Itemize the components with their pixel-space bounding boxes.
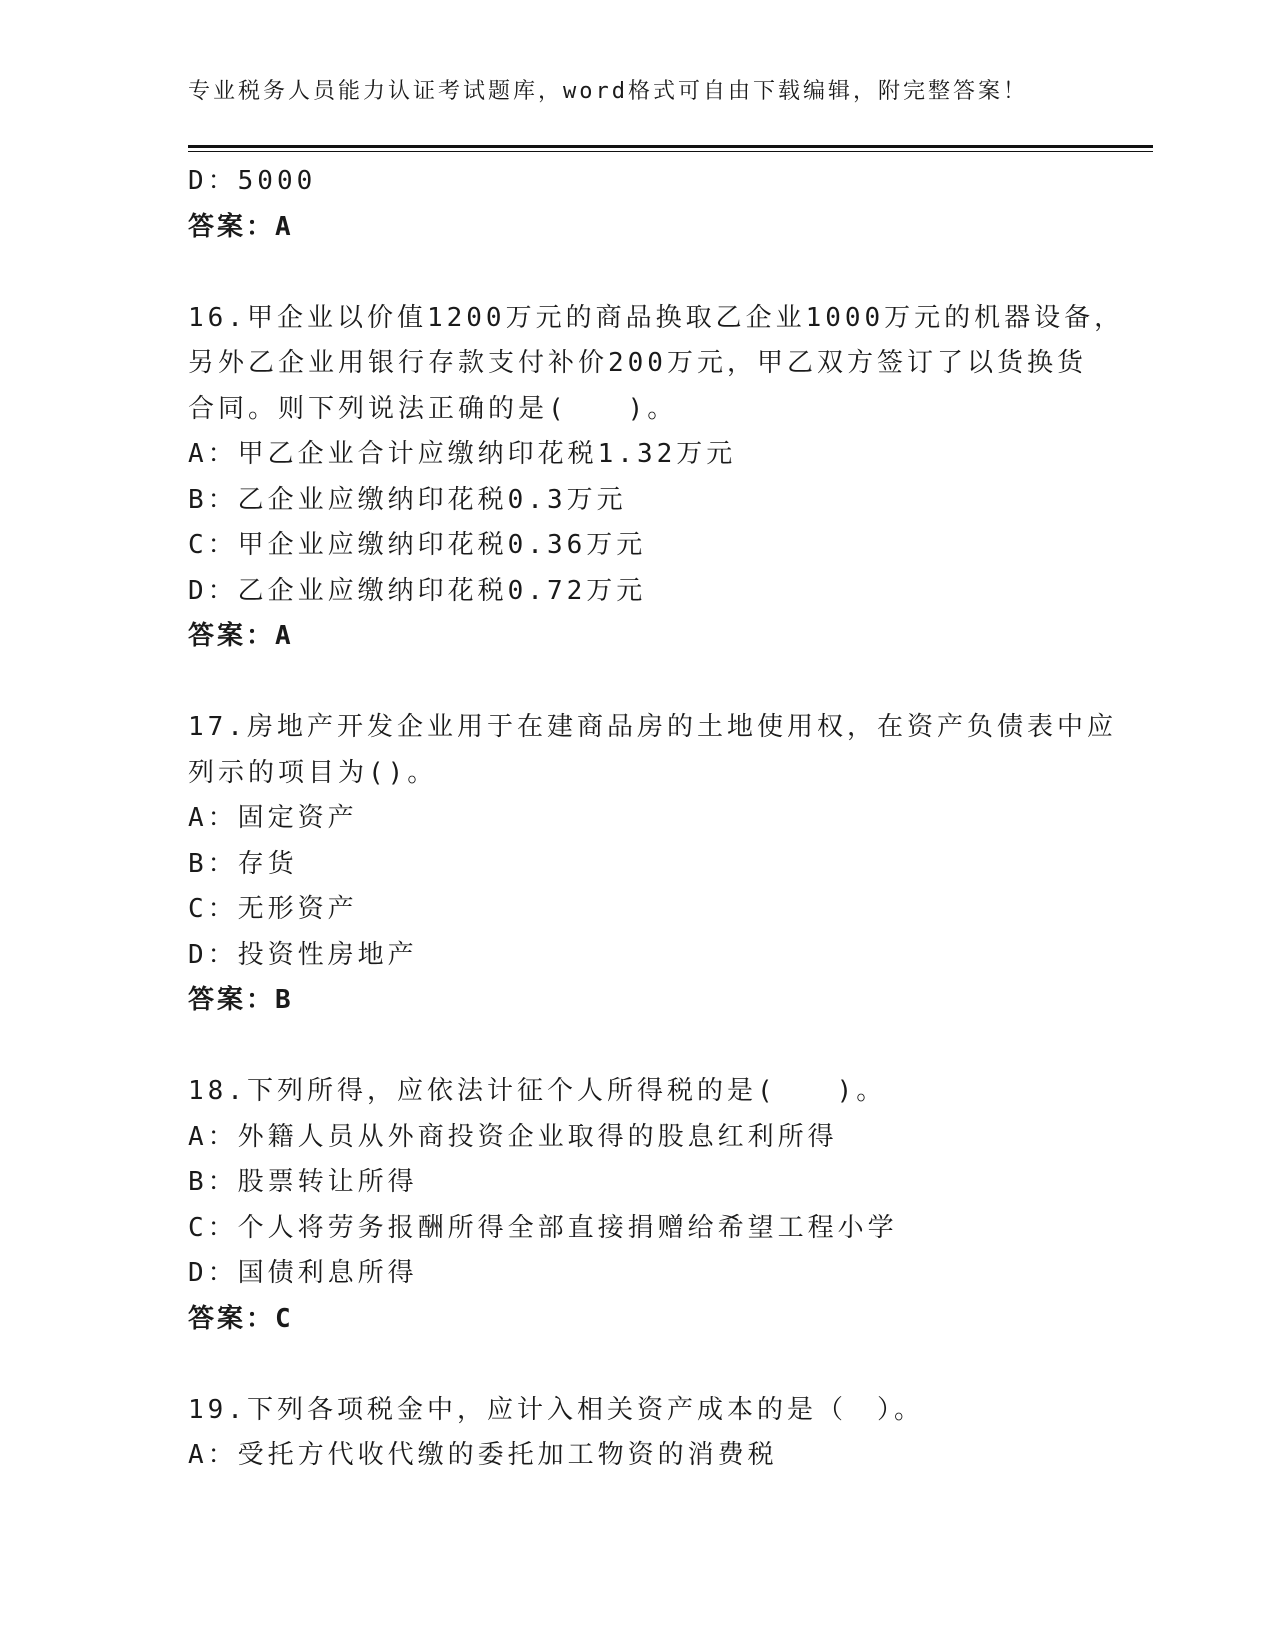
answer: 答案：B [188, 985, 294, 1015]
question-19 [188, 1388, 1088, 1479]
question-content [188, 159, 1125, 1479]
option-d: D：5000 [188, 166, 317, 196]
question-17 [188, 705, 1117, 1024]
option-c: C：无形资产 [188, 894, 358, 924]
question-18 [188, 1069, 1088, 1342]
spacer [188, 660, 1088, 706]
page-header: 专业税务人员能力认证考试题库，word格式可自由下载编辑，附完整答案！ [188, 79, 1028, 104]
header-rule-thick [188, 145, 1153, 148]
option-a: A：甲乙企业合计应缴纳印花税1.32万元 [188, 439, 737, 469]
question-stem-line: 17.房地产开发企业用于在建商品房的土地使用权，在资产负债表中应 [188, 712, 1117, 742]
option-a: A：外籍人员从外商投资企业取得的股息红利所得 [188, 1121, 838, 1152]
option-d: D：投资性房地产 [188, 939, 418, 970]
question-stem-line: 19.下列各项税金中，应计入相关资产成本的是（ ）。 [188, 1394, 924, 1425]
spacer [188, 1342, 1088, 1388]
question-stem-line: 另外乙企业用银行存款支付补价200万元，甲乙双方签订了以货换货 [188, 348, 1087, 378]
option-d: D：乙企业应缴纳印花税0.72万元 [188, 575, 647, 606]
option-c: C：甲企业应缴纳印花税0.36万元 [188, 530, 647, 560]
option-b: B：股票转让所得 [188, 1167, 418, 1197]
header-rule-thin [188, 151, 1153, 152]
question-16 [188, 296, 1125, 660]
answer: 答案：A [188, 621, 294, 651]
option-b: B：乙企业应缴纳印花税0.3万元 [188, 484, 627, 515]
spacer [188, 250, 1088, 296]
option-c: C：个人将劳务报酬所得全部直接捐赠给希望工程小学 [188, 1212, 898, 1243]
option-a: A：受托方代收代缴的委托加工物资的消费税 [188, 1440, 778, 1470]
option-b: B：存货 [188, 848, 298, 879]
option-a: A：固定资产 [188, 803, 358, 833]
option-d: D：国债利息所得 [188, 1258, 418, 1288]
question-stem-line: 列示的项目为()。 [188, 757, 438, 788]
question-stem-line: 合同。则下列说法正确的是( )。 [188, 393, 678, 424]
question-stem-line: 16.甲企业以价值1200万元的商品换取乙企业1000万元的机器设备， [188, 302, 1125, 333]
question-stem-line: 18.下列所得，应依法计征个人所得税的是( )。 [188, 1076, 887, 1106]
spacer [188, 1024, 1088, 1070]
answer: 答案：A [188, 211, 294, 242]
answer: 答案：C [188, 1303, 294, 1334]
